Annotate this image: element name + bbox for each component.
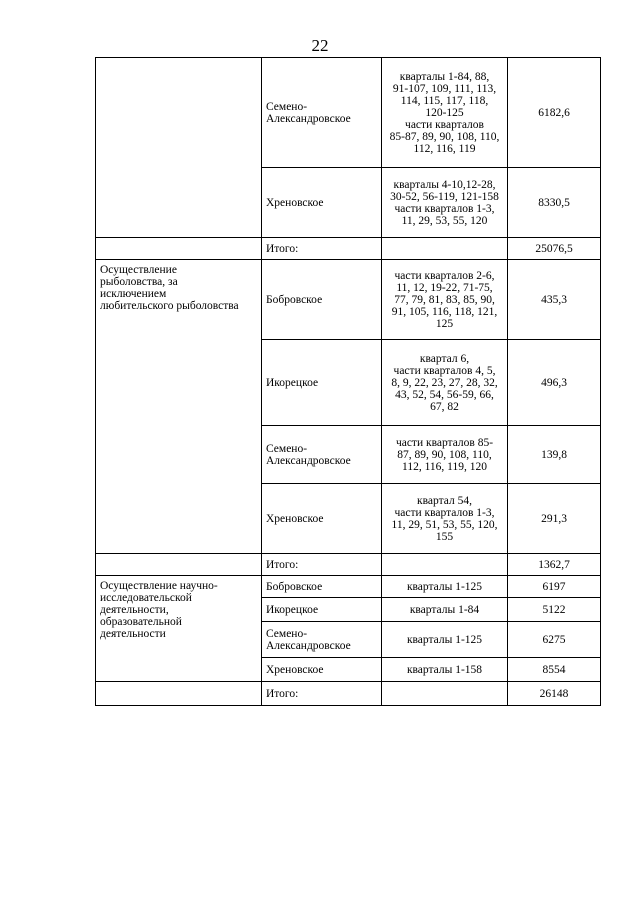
forestry-cell: Семено- Александровское: [262, 622, 382, 658]
area-cell: 6197: [508, 576, 601, 598]
table-row: [96, 260, 601, 340]
area-cell: 435,3: [508, 260, 601, 340]
area-cell: 8330,5: [508, 168, 601, 238]
area-cell: 291,3: [508, 484, 601, 554]
forestry-cell: Икорецкое: [262, 340, 382, 426]
page-number: 22: [311, 36, 329, 55]
activity-cell: Осуществление научно- исследовательской деятельности, образовательной деятельности: [96, 576, 262, 682]
blank-cell: [96, 554, 262, 576]
total-row: [96, 554, 601, 576]
blank-cell: [382, 238, 508, 260]
activity-cell: Осуществление рыболовства, за исключением любительского рыболовства: [96, 260, 262, 554]
area-cell: 6182,6: [508, 58, 601, 168]
quarters-cell: кварталы 1-125: [382, 576, 508, 598]
forestry-cell: Бобровское: [262, 576, 382, 598]
area-cell: 8554: [508, 658, 601, 682]
total-label: Итого:: [262, 682, 382, 706]
forest-use-table: [95, 57, 601, 706]
blank-cell: [96, 682, 262, 706]
quarters-cell: части кварталов 85- 87, 89, 90, 108, 110, 112, 116, 119, 120: [382, 426, 508, 484]
quarters-cell: квартал 54, части кварталов 1-3, 11, 29, 51, 53, 55, 120, 155: [382, 484, 508, 554]
forestry-cell: Семено- Александровское: [262, 58, 382, 168]
quarters-cell: кварталы 1-84: [382, 598, 508, 622]
area-cell: 496,3: [508, 340, 601, 426]
forestry-cell: Икорецкое: [262, 598, 382, 622]
area-cell: 6275: [508, 622, 601, 658]
blank-cell: [382, 682, 508, 706]
quarters-cell: части кварталов 2-6, 11, 12, 19-22, 71-75, 77, 79, 81, 83, 85, 90, 91, 105, 116, 118, 121, 125: [382, 260, 508, 340]
area-cell: 5122: [508, 598, 601, 622]
total-value: 26148: [508, 682, 601, 706]
total-label: Итого:: [262, 238, 382, 260]
total-row: [96, 238, 601, 260]
total-label: Итого:: [262, 554, 382, 576]
total-value: 1362,7: [508, 554, 601, 576]
activity-cell: [96, 58, 262, 238]
quarters-cell: кварталы 1-84, 88, 91-107, 109, 111, 113, 114, 115, 117, 118, 120-125 части кварталов 85-87, 89, 90, 108, 110, 112, 116, 119: [382, 58, 508, 168]
quarters-cell: кварталы 1-158: [382, 658, 508, 682]
forestry-cell: Хреновское: [262, 168, 382, 238]
table-row: [96, 576, 601, 598]
quarters-cell: квартал 6, части кварталов 4, 5, 8, 9, 22, 23, 27, 28, 32, 43, 52, 54, 56-59, 66, 67, 82: [382, 340, 508, 426]
blank-cell: [96, 238, 262, 260]
forestry-cell: Бобровское: [262, 260, 382, 340]
total-value: 25076,5: [508, 238, 601, 260]
area-cell: 139,8: [508, 426, 601, 484]
blank-cell: [382, 554, 508, 576]
forestry-cell: Хреновское: [262, 658, 382, 682]
quarters-cell: кварталы 1-125: [382, 622, 508, 658]
forestry-cell: Семено- Александровское: [262, 426, 382, 484]
quarters-cell: кварталы 4-10,12-28, 30-52, 56-119, 121-158 части кварталов 1-3, 11, 29, 53, 55, 120: [382, 168, 508, 238]
forestry-cell: Хреновское: [262, 484, 382, 554]
total-row: [96, 682, 601, 706]
table-row: [96, 58, 601, 168]
